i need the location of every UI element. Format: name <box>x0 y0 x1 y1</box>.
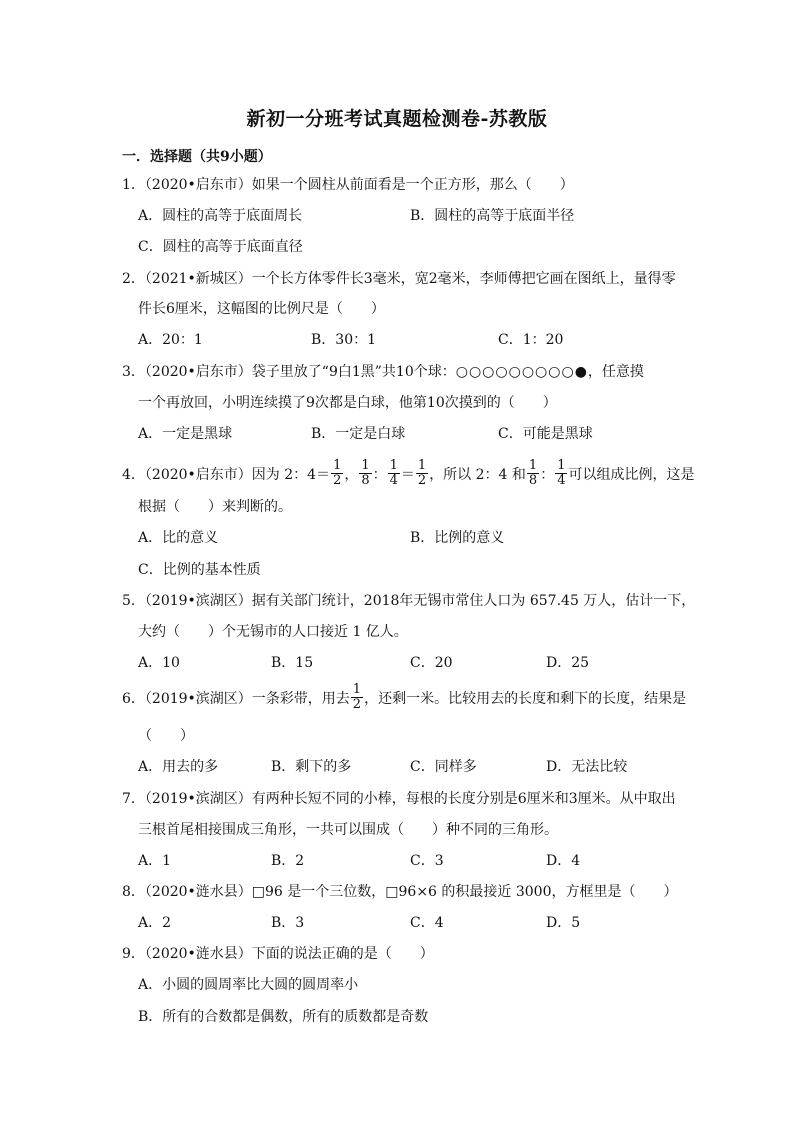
fraction-1-4: $\frac{1}{4}$ <box>389 457 398 488</box>
question-2-line-1: 2．（2021•新城区）一个长方体零件长3毫米，宽2毫米，李师傅把它画在图纸上，量得零 <box>122 271 676 287</box>
q1-option-c: C．圆柱的高等于底面直径 <box>138 239 303 255</box>
comma: ， <box>344 467 359 483</box>
question-2-line-2: 件长6厘米，这幅图的比例尺是（ ） <box>138 301 385 317</box>
section-heading: 一．选择题（共9小题） <box>122 149 272 165</box>
q3-option-b: B．一定是白球 <box>311 426 406 442</box>
q2-option-b: B．30：1 <box>311 332 377 348</box>
question-4-end: 可以组成比例，这是 <box>568 467 695 483</box>
question-3-line-2: 一个再放回，小明连续摸了9次都是白球，他第10次摸到的（ ） <box>138 395 557 411</box>
q9-option-b: B．所有的合数都是偶数，所有的质数都是奇数 <box>138 1009 429 1025</box>
q9-option-a: A．小圆的圆周率比大圆的圆周率小 <box>138 977 359 993</box>
q4-option-a: A．比的意义 <box>138 530 219 546</box>
q2-option-c: C．1：20 <box>498 332 564 348</box>
colon: ： <box>372 467 387 483</box>
question-6-line-2: （ ） <box>138 728 194 744</box>
colon-2: ： <box>540 467 555 483</box>
q7-option-c: C．3 <box>410 853 444 869</box>
question-6-text-end: ，还剩一米。比较用去的长度和剩下的长度，结果是 <box>364 691 687 707</box>
q5-option-a: A．10 <box>138 655 180 671</box>
q5-option-d: D．25 <box>546 655 590 671</box>
q8-option-d: D．5 <box>546 915 581 931</box>
q3-option-c: C．可能是黑球 <box>498 426 593 442</box>
question-3-text: 3．（2020•启东市）袋子里放了“9白1黑”共10个球： <box>122 364 456 380</box>
q7-option-b: B．2 <box>271 853 305 869</box>
q8-option-c: C．4 <box>410 915 444 931</box>
fraction-1-2-b: $\frac{1}{2}$ <box>417 457 427 488</box>
question-9: 9．（2020•涟水县）下面的说法正确的是（ ） <box>122 946 434 962</box>
q3-option-a: A．一定是黑球 <box>138 426 233 442</box>
ball-symbols: ○○○○○○○○○● <box>455 364 588 380</box>
q7-option-d: D．4 <box>546 853 581 869</box>
question-4-mid: ，所以 2：4 和 <box>429 467 526 483</box>
q6-option-b: B．剩下的多 <box>271 759 352 775</box>
equals: ＝ <box>400 467 415 483</box>
q1-option-a: A．圆柱的高等于底面周长 <box>138 208 303 224</box>
q7-option-a: A．1 <box>138 853 172 869</box>
q4-option-b: B．比例的意义 <box>410 530 505 546</box>
question-3-line-1 <box>122 363 644 381</box>
question-5-line-1: 5．（2019•滨湖区）据有关部门统计，2018年无锡市常住人口为 657.45 万人，估计一下， <box>122 593 696 609</box>
q8-option-b: B．3 <box>271 915 305 931</box>
fraction-1-4-b: $\frac{1}{4}$ <box>557 457 566 488</box>
q8-option-a: A．2 <box>138 915 172 931</box>
question-6-text: 6．（2019•滨湖区）一条彩带，用去 <box>122 691 350 707</box>
question-4-line-2: 根据（ ）来判断的。 <box>138 499 292 515</box>
fraction-1-8: $\frac{1}{8}$ <box>361 457 370 488</box>
question-7-line-1: 7．（2019•滨湖区）有两种长短不同的小棒，每根的长度分别是6厘米和3厘米。从中取出 <box>122 791 676 807</box>
q6-option-c: C．同样多 <box>410 759 477 775</box>
q5-option-c: C．20 <box>410 655 453 671</box>
fraction-1-2: $\frac{1}{2}$ <box>333 457 342 488</box>
question-5-line-2: 大约（ ）个无锡市的人口接近 1 亿人。 <box>138 624 408 640</box>
question-4-line-1 <box>122 458 694 492</box>
fraction-1-8-b: $\frac{1}{8}$ <box>528 457 538 488</box>
q2-option-a: A．20：1 <box>138 332 203 348</box>
question-3-text-end: ，任意摸 <box>587 364 644 380</box>
question-7-line-2: 三根首尾相接围成三角形，一共可以围成（ ）种不同的三角形。 <box>138 822 558 838</box>
page-title: 新初一分班考试真题检测卷-苏教版 <box>246 108 548 130</box>
question-8: 8．（2020•涟水县）□96 是一个三位数，□96×6 的积最接近 3000，方框里是（ ） <box>122 884 678 900</box>
fraction-1-2-q6: $\frac{1}{2}$ <box>352 681 362 712</box>
question-4-text: 4．（2020•启东市）因为 2：4＝ <box>122 467 331 483</box>
q1-option-b: B．圆柱的高等于底面半径 <box>410 208 575 224</box>
question-6-line-1 <box>122 682 686 716</box>
q5-option-b: B．15 <box>271 655 314 671</box>
question-1: 1．（2020•启东市）如果一个圆柱从前面看是一个正方形，那么（ ） <box>122 177 574 193</box>
q4-option-c: C．比例的基本性质 <box>138 562 261 578</box>
q6-option-d: D．无法比较 <box>546 759 628 775</box>
q6-option-a: A．用去的多 <box>138 759 219 775</box>
